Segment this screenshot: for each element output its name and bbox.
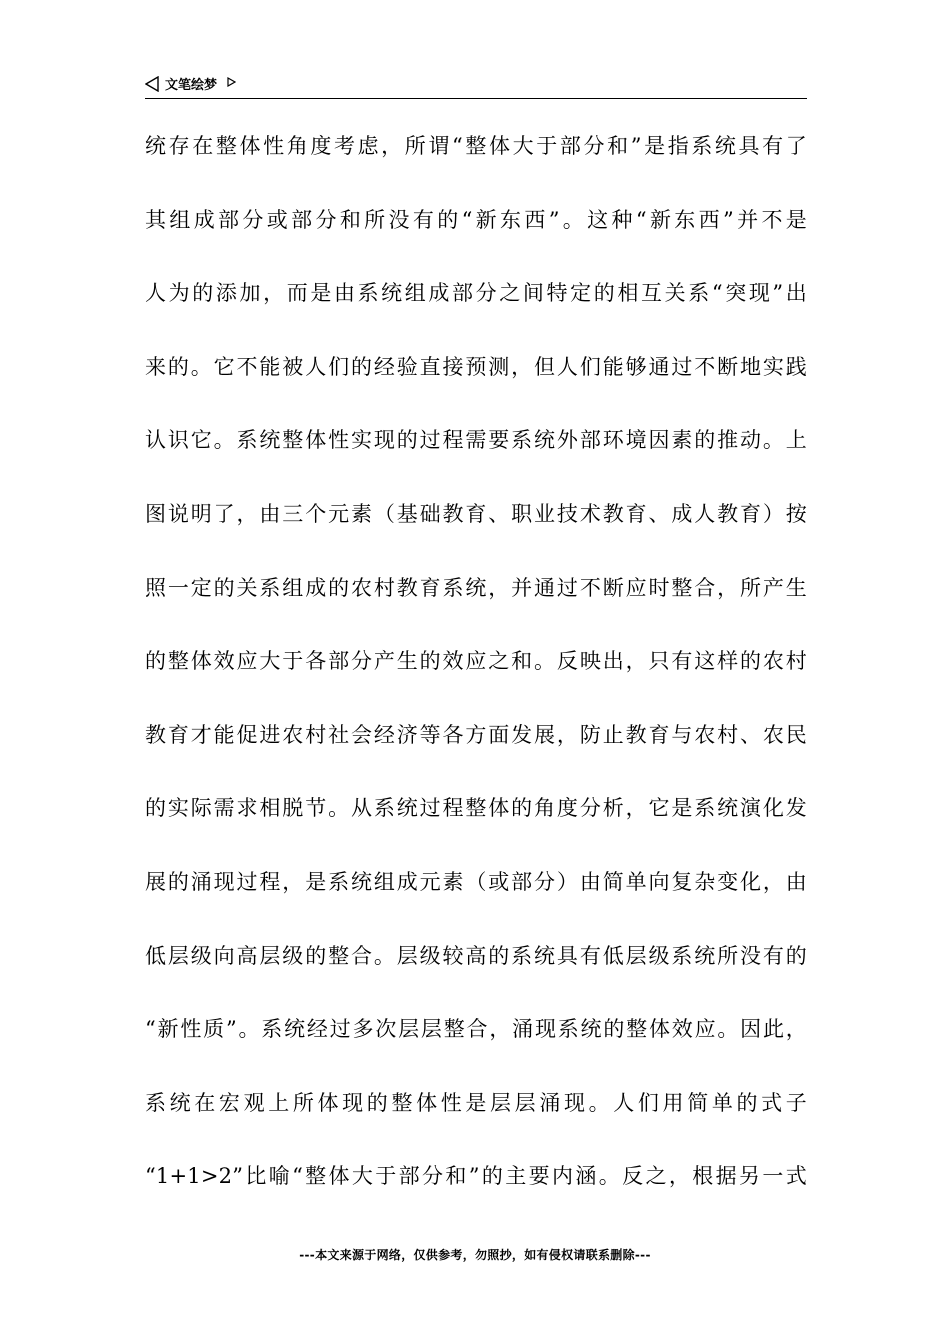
text-line: 照一定的关系组成的农村教育系统，并通过不断应时整合，所产生	[145, 575, 807, 600]
text-line: 图说明了，由三个元素（基础教育、职业技术教育、成人教育）按	[145, 501, 807, 526]
text-line: 系统在宏观上所体现的整体性是层层涌现。人们用简单的式子	[145, 1090, 807, 1115]
footer-notice: ---本文来源于网络，仅供参考，勿照抄，如有侵权请联系删除---	[299, 1248, 651, 1262]
text-line: 人为的添加，而是由系统组成部分之间特定的相互关系“突现”出	[145, 281, 807, 306]
text-line: “1+1>2”比喻“整体大于部分和”的主要内涵。反之，根据另一式	[145, 1164, 807, 1189]
page-header	[145, 72, 807, 99]
text-line: 来的。它不能被人们的经验直接预测，但人们能够通过不断地实践	[145, 354, 807, 379]
triangle-right-icon	[227, 77, 236, 87]
text-line: 认识它。系统整体性实现的过程需要系统外部环境因素的推动。上	[145, 428, 807, 453]
text-line: 统存在整体性角度考虑，所谓“整体大于部分和”是指系统具有了	[145, 134, 807, 158]
text-line: 教育才能促进农村社会经济等各方面发展，防止教育与农村、农民	[145, 722, 807, 747]
header-title: 文笔绘梦	[165, 78, 218, 93]
triangle-left-icon	[145, 76, 159, 92]
text-line: 其组成部分或部分和所没有的“新东西”。这种“新东西”并不是	[145, 207, 807, 232]
text-line: 低层级向高层级的整合。层级较高的系统具有低层级系统所没有的	[145, 943, 807, 968]
text-line: 的实际需求相脱节。从系统过程整体的角度分析，它是系统演化发	[145, 796, 807, 821]
text-line: 展的涌现过程，是系统组成元素（或部分）由简单向复杂变化，由	[145, 869, 807, 894]
text-line: 的整体效应大于各部分产生的效应之和。反映出，只有这样的农村	[145, 649, 807, 674]
body-text	[145, 126, 807, 1230]
header-brand	[145, 74, 236, 93]
text-line: “新性质”。系统经过多次层层整合，涌现系统的整体效应。因此，	[145, 1017, 807, 1042]
